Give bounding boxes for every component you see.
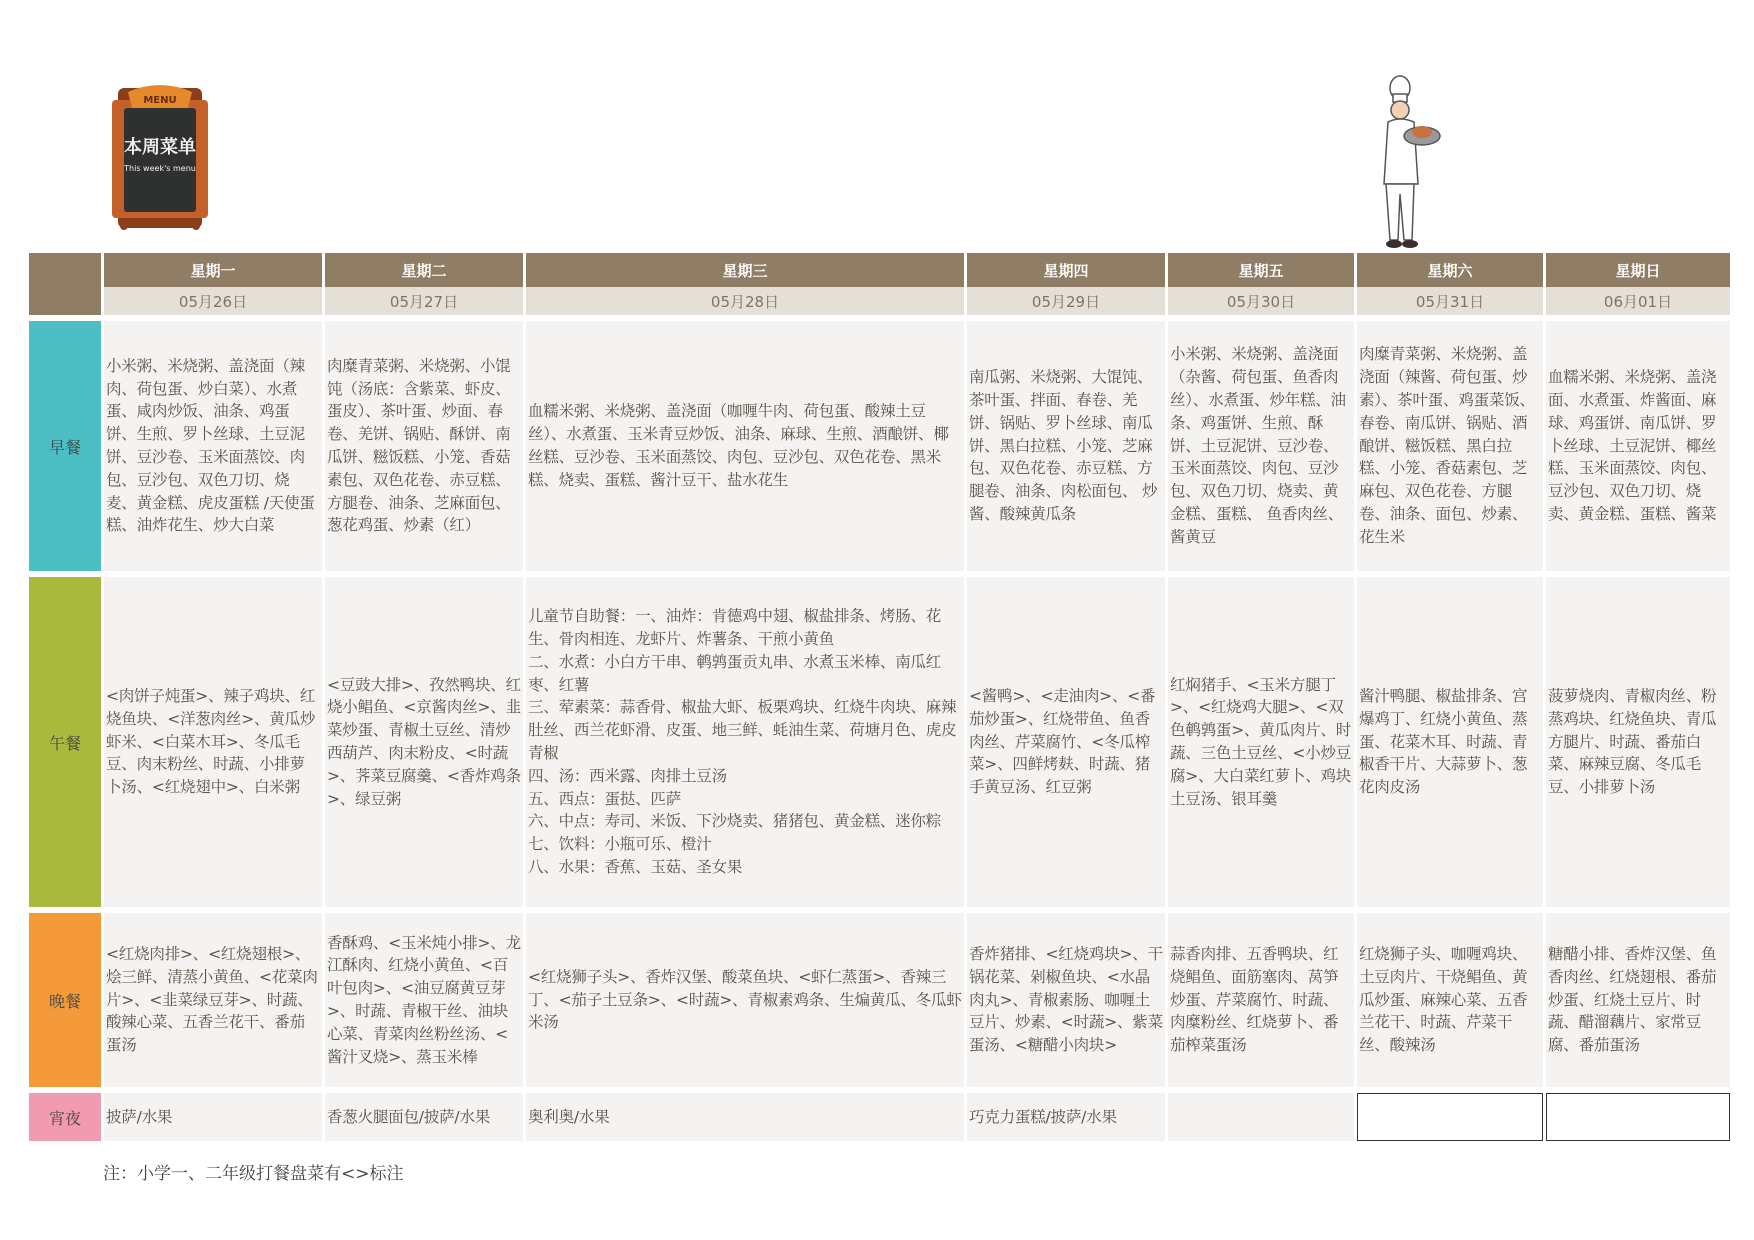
weekly-menu-table	[26, 253, 1733, 1141]
breakfast-cell: 肉糜青菜粥、米烧粥、小馄饨（汤底：含紫菜、虾皮、蛋皮）、茶叶蛋、炒面、春卷、羌饼、锅贴、酥饼、南瓜饼、糍饭糕、小笼、香菇素包、双色花卷、赤豆糕、方腿卷、油条、芝麻面包、葱花鸡蛋、炒素（红）	[325, 321, 523, 571]
date-header: 05月27日	[325, 287, 523, 315]
night-snack-row	[29, 1093, 1730, 1141]
meal-label-night: 宵夜	[29, 1093, 101, 1141]
breakfast-cell: 血糯米粥、米烧粥、盖浇面、水煮蛋、炸酱面、麻球、鸡蛋饼、南瓜饼、罗卜丝球、土豆泥饼、椰丝糕、玉米面蒸饺、肉包、豆沙包、双色刀切、烧卖、黄金糕、蛋糕、酱菜	[1546, 321, 1730, 571]
lunch-row	[29, 577, 1730, 907]
meal-label-lunch: 午餐	[29, 577, 101, 907]
lunch-cell: <酱鸭>、<走油肉>、<番茄炒蛋>、红烧带鱼、鱼香肉丝、芹菜腐竹、<冬瓜榨菜>、四鲜烤麸、时蔬、猪手黄豆汤、红豆粥	[967, 577, 1165, 907]
meal-label-breakfast: 早餐	[29, 321, 101, 571]
dinner-cell: 红烧狮子头、咖喱鸡块、土豆肉片、干烧鲳鱼、黄瓜炒蛋、麻辣心菜、五香兰花干、时蔬、芹菜干丝、酸辣汤	[1357, 913, 1543, 1087]
night-cell: 奥利奥/水果	[526, 1093, 964, 1141]
svg-text:This week's menu: This week's menu	[124, 164, 196, 173]
night-cell	[1546, 1093, 1730, 1141]
lunch-cell: 儿童节自助餐：一、油炸：肯德鸡中翅、椒盐排条、烤肠、花生、骨肉相连、龙虾片、炸薯条、干煎小黄鱼 二、水煮：小白方干串、鹌鹑蛋贡丸串、水煮玉米棒、南瓜红枣、红薯 三、荤素菜：蒜香骨、椒盐大虾、板栗鸡块、红烧牛肉块、麻辣肚丝、西兰花虾滑、皮蛋、地三鲜、蚝油生菜、荷塘月色、虎皮青椒 四、汤：西米露、肉排土豆汤 五、西点：蛋挞、匹萨 六、中点：寿司、米饭、下沙烧卖、猪猪包、黄金糕、迷你粽 七、饮料：小瓶可乐、橙汁 八、水果：香蕉、玉菇、圣女果	[526, 577, 964, 907]
date-header: 06月01日	[1546, 287, 1730, 315]
dinner-cell: 香炸猪排、<红烧鸡块>、干锅花菜、剁椒鱼块、<水晶肉丸>、青椒素肠、咖喱土豆片、炒素、<时蔬>、紫菜蛋汤、<糖醋小肉块>	[967, 913, 1165, 1087]
day-header: 星期四	[967, 253, 1165, 287]
dinner-cell: 香酥鸡、<玉米炖小排>、龙江酥肉、红烧小黄鱼、<百叶包肉>、<油豆腐黄豆芽>、时蔬、青椒干丝、油块心菜、青菜肉丝粉丝汤、<酱汁叉烧>、蒸玉米棒	[325, 913, 523, 1087]
footnote: 注：小学一、二年级打餐盘菜有<>标注	[103, 1164, 404, 1184]
night-cell	[1357, 1093, 1543, 1141]
night-cell: 香葱火腿面包/披萨/水果	[325, 1093, 523, 1141]
dinner-row	[29, 913, 1730, 1087]
lunch-cell: <肉饼子炖蛋>、辣子鸡块、红烧鱼块、<洋葱肉丝>、黄瓜炒虾米、<白菜木耳>、冬瓜毛豆、肉末粉丝、时蔬、小排萝卜汤、<红烧翅中>、白米粥	[104, 577, 322, 907]
chef-illustration	[1370, 74, 1450, 252]
svg-text:MENU: MENU	[143, 95, 177, 106]
day-header-row	[29, 253, 1730, 287]
dinner-cell: <红烧肉排>、<红烧翅根>、烩三鲜、清蒸小黄鱼、<花菜肉片>、<韭菜绿豆芽>、时蔬、酸辣心菜、五香兰花干、番茄蛋汤	[104, 913, 322, 1087]
menu-logo	[108, 78, 210, 234]
lunch-cell: 菠萝烧肉、青椒肉丝、粉蒸鸡块、红烧鱼块、青瓜方腿片、时蔬、番茄白菜、麻辣豆腐、冬瓜毛豆、小排萝卜汤	[1546, 577, 1730, 907]
date-header: 05月26日	[104, 287, 322, 315]
meal-label-dinner: 晚餐	[29, 913, 101, 1087]
date-header: 05月31日	[1357, 287, 1543, 315]
breakfast-row	[29, 321, 1730, 571]
lunch-cell: 红焖猪手、<玉米方腿丁>、<红烧鸡大腿>、<双色鹌鹑蛋>、黄瓜肉片、时蔬、三色土豆丝、<小炒豆腐>、大白菜红萝卜、鸡块土豆汤、银耳羹	[1168, 577, 1354, 907]
date-header: 05月30日	[1168, 287, 1354, 315]
date-header-row	[29, 287, 1730, 315]
date-header: 05月28日	[526, 287, 964, 315]
day-header: 星期六	[1357, 253, 1543, 287]
day-header: 星期三	[526, 253, 964, 287]
dinner-cell: 蒜香肉排、五香鸭块、红烧鲳鱼、面筋塞肉、莴笋炒蛋、芹菜腐竹、时蔬、肉糜粉丝、红烧萝卜、番茄榨菜蛋汤	[1168, 913, 1354, 1087]
dinner-cell: <红烧狮子头>、香炸汉堡、酸菜鱼块、<虾仁蒸蛋>、香辣三丁、<茄子土豆条>、<时蔬>、青椒素鸡条、生煸黄瓜、冬瓜虾米汤	[526, 913, 964, 1087]
night-cell	[1168, 1093, 1354, 1141]
dinner-cell: 糖醋小排、香炸汉堡、鱼香肉丝、红烧翅根、番茄炒蛋、红烧土豆片、时蔬、醋溜藕片、家常豆腐、番茄蛋汤	[1546, 913, 1730, 1087]
breakfast-cell: 肉糜青菜粥、米烧粥、盖浇面（辣酱、荷包蛋、炒素）、茶叶蛋、鸡蛋菜饭、春卷、南瓜饼、锅贴、酒酿饼、糍饭糕、黑白拉糕、小笼、香菇素包、芝麻包、双色花卷、方腿卷、油条、面包、炒素、 花生米	[1357, 321, 1543, 571]
night-cell: 披萨/水果	[104, 1093, 322, 1141]
breakfast-cell: 血糯米粥、米烧粥、盖浇面（咖喱牛肉、荷包蛋、酸辣土豆丝）、水煮蛋、玉米青豆炒饭、油条、麻球、生煎、酒酿饼、椰丝糕、豆沙卷、玉米面蒸饺、肉包、豆沙包、双色花卷、黑米糕、烧卖、蛋糕、酱汁豆干、盐水花生	[526, 321, 964, 571]
day-header: 星期日	[1546, 253, 1730, 287]
breakfast-cell: 南瓜粥、米烧粥、大馄饨、茶叶蛋、拌面、春卷、羌饼、锅贴、罗卜丝球、南瓜饼、黑白拉糕、小笼、芝麻包、双色花卷、赤豆糕、方腿卷、油条、肉松面包、 炒酱、酸辣黄瓜条	[967, 321, 1165, 571]
date-header: 05月29日	[967, 287, 1165, 315]
day-header: 星期五	[1168, 253, 1354, 287]
lunch-cell: <豆豉大排>、孜然鸭块、红烧小鲳鱼、<京酱肉丝>、韭菜炒蛋、青椒土豆丝、清炒西葫芦、肉末粉皮、<时蔬>、荠菜豆腐羹、<香炸鸡条>、绿豆粥	[325, 577, 523, 907]
corner-cell	[29, 253, 101, 315]
lunch-cell: 酱汁鸭腿、椒盐排条、宫爆鸡丁、红烧小黄鱼、蒸蛋、花菜木耳、时蔬、青椒香干片、大蒜萝卜、葱花肉皮汤	[1357, 577, 1543, 907]
breakfast-cell: 小米粥、米烧粥、盖浇面（杂酱、荷包蛋、鱼香肉丝）、水煮蛋、炒年糕、油条、鸡蛋饼、生煎、酥饼、土豆泥饼、豆沙卷、玉米面蒸饺、肉包、豆沙包、双色刀切、烧卖、黄金糕、蛋糕、 鱼香肉丝、酱黄豆	[1168, 321, 1354, 571]
svg-text:本周菜单: 本周菜单	[124, 137, 196, 158]
night-cell: 巧克力蛋糕/披萨/水果	[967, 1093, 1165, 1141]
day-header: 星期二	[325, 253, 523, 287]
breakfast-cell: 小米粥、米烧粥、盖浇面（辣肉、荷包蛋、炒白菜）、水煮蛋、咸肉炒饭、油条、鸡蛋饼、生煎、罗卜丝球、土豆泥饼、豆沙卷、玉米面蒸饺、肉包、豆沙包、双色刀切、烧麦、黄金糕、虎皮蛋糕 /天使蛋糕、油炸花生、炒大白菜	[104, 321, 322, 571]
day-header: 星期一	[104, 253, 322, 287]
